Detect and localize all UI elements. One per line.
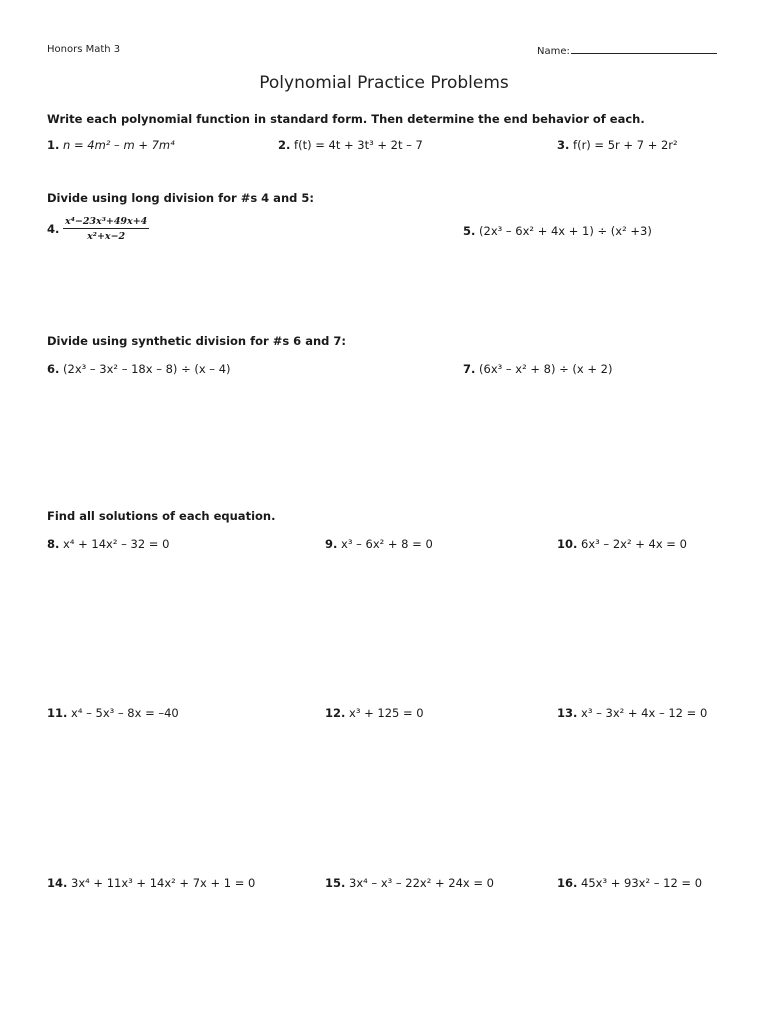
problem-14: [47, 876, 255, 890]
problem-expression: x⁴ – 5x³ – 8x = –40: [71, 706, 179, 720]
problem-9: [325, 537, 433, 551]
problem-number: 7.: [463, 362, 476, 376]
problem-3: [557, 138, 678, 152]
instruction-standard-form: Write each polynomial function in standard form. Then determine the end behavior of each.: [47, 112, 645, 126]
name-blank-line: [571, 44, 717, 54]
problem-fraction: [63, 216, 149, 242]
instruction-solutions: Find all solutions of each equation.: [47, 509, 276, 523]
name-label: Name:: [537, 46, 570, 57]
problem-number: 13.: [557, 706, 578, 720]
problem-expression: 3x⁴ – x³ – 22x² + 24x = 0: [349, 876, 494, 890]
problem-1: [47, 138, 175, 152]
problem-number: 5.: [463, 224, 476, 238]
problem-expression: (6x³ – x² + 8) ÷ (x + 2): [479, 362, 613, 376]
course-label: Honors Math 3: [47, 44, 121, 55]
problem-expression: x³ – 6x² + 8 = 0: [341, 537, 433, 551]
problem-number: 2.: [278, 138, 291, 152]
problem-number: 11.: [47, 706, 68, 720]
problem-8: [47, 537, 169, 551]
problem-7: [463, 362, 612, 376]
problem-expression: (2x³ – 6x² + 4x + 1) ÷ (x² +3): [479, 224, 652, 238]
problem-2: [278, 138, 423, 152]
problem-10: [557, 537, 687, 551]
problem-number: 15.: [325, 876, 346, 890]
problem-number: 3.: [557, 138, 570, 152]
problem-number: 12.: [325, 706, 346, 720]
problem-number: 6.: [47, 362, 60, 376]
problem-6: [47, 362, 231, 376]
problem-number: 9.: [325, 537, 338, 551]
problem-11: [47, 706, 179, 720]
problem-expression: 3x⁴ + 11x³ + 14x² + 7x + 1 = 0: [71, 876, 256, 890]
instruction-synthetic-division: Divide using synthetic division for #s 6 and 7:: [47, 334, 346, 348]
problem-16: [557, 876, 702, 890]
fraction-denominator: x²+x−2: [87, 231, 126, 242]
problem-4: [47, 216, 149, 242]
fraction-numerator: x⁴−23x³+49x+4: [65, 216, 148, 227]
problem-expression: n = 4m² – m + 7m⁴: [63, 138, 175, 152]
problem-13: [557, 706, 707, 720]
problem-number: 16.: [557, 876, 578, 890]
problem-expression: f(t) = 4t + 3t³ + 2t – 7: [294, 138, 423, 152]
problem-expression: 45x³ + 93x² – 12 = 0: [581, 876, 703, 890]
problem-number: 10.: [557, 537, 578, 551]
problem-5: [463, 224, 652, 238]
problem-expression: x³ + 125 = 0: [349, 706, 424, 720]
problem-number: 1.: [47, 138, 60, 152]
instruction-long-division: Divide using long division for #s 4 and 5:: [47, 191, 314, 205]
problem-15: [325, 876, 494, 890]
problem-expression: x³ – 3x² + 4x – 12 = 0: [581, 706, 708, 720]
name-field: [537, 44, 717, 57]
problem-expression: f(r) = 5r + 7 + 2r²: [573, 138, 678, 152]
problem-12: [325, 706, 424, 720]
problem-number: 14.: [47, 876, 68, 890]
problem-expression: (2x³ – 3x² – 18x – 8) ÷ (x – 4): [63, 362, 231, 376]
problem-expression: 6x³ – 2x² + 4x = 0: [581, 537, 687, 551]
problem-number: 8.: [47, 537, 60, 551]
problem-expression: x⁴ + 14x² – 32 = 0: [63, 537, 170, 551]
problem-number: 4.: [47, 222, 60, 236]
page-title: Polynomial Practice Problems: [259, 73, 509, 93]
